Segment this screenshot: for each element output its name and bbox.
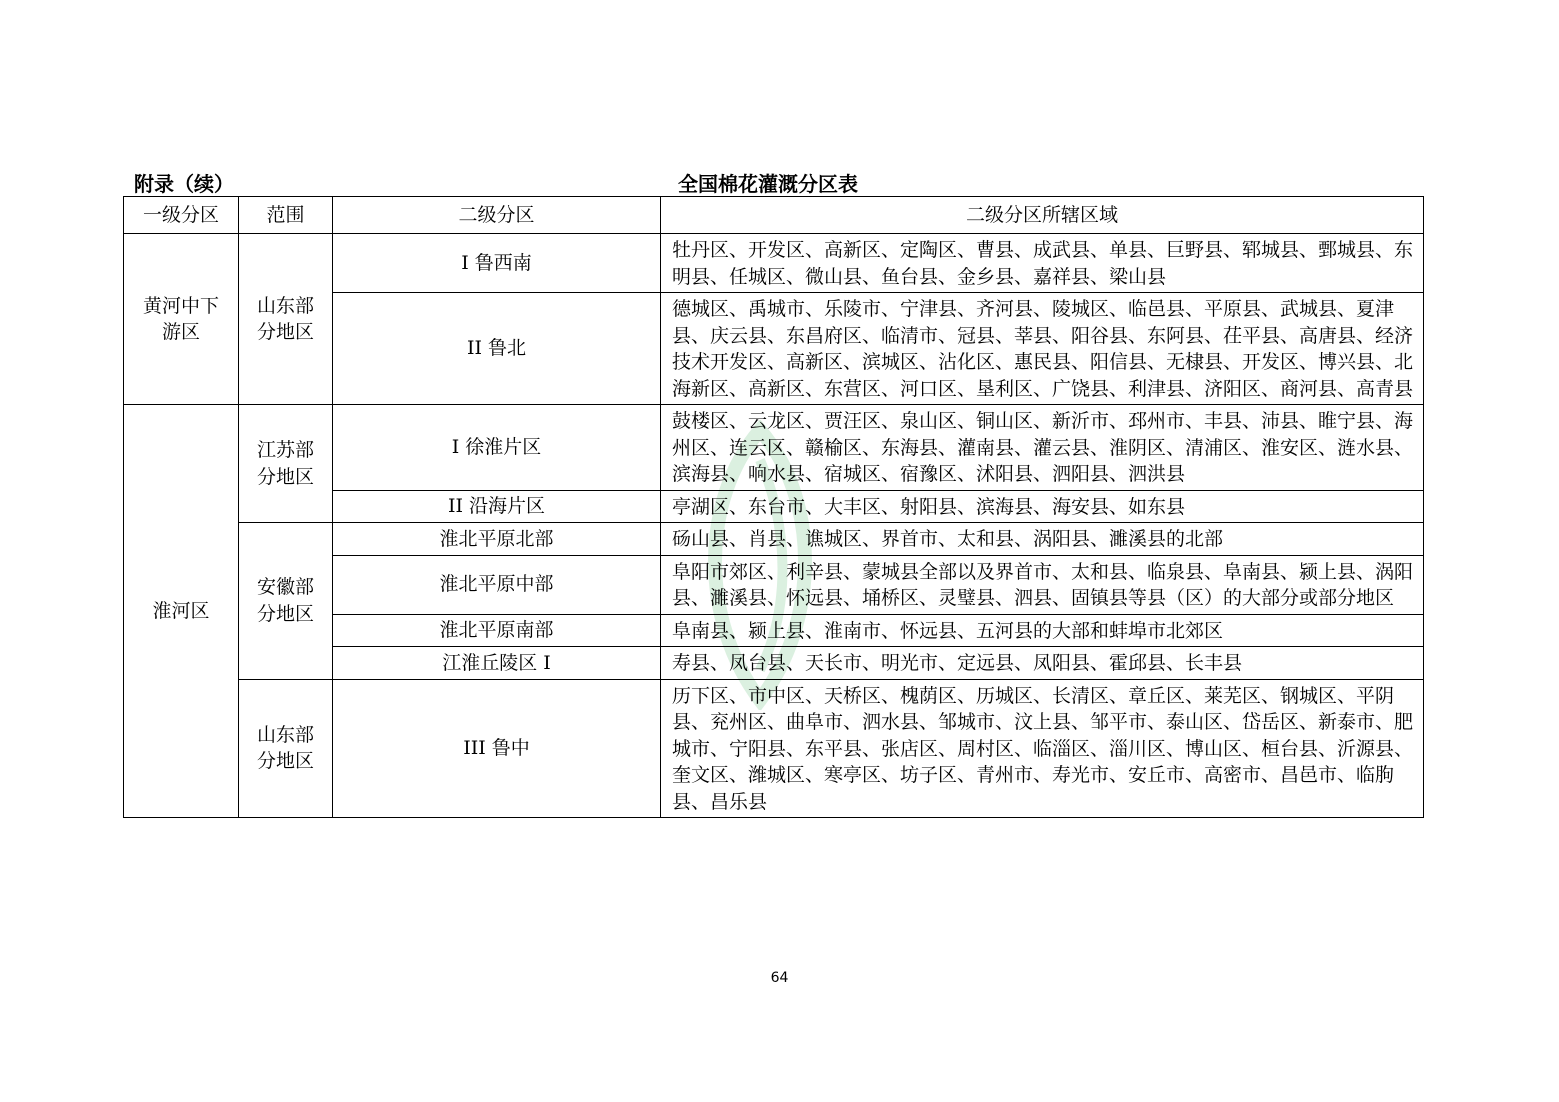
area-cell: 阜阳市郊区、利辛县、蒙城县全部以及界首市、太和县、临泉县、阜南县、颍上县、涡阳县、濉溪县、怀远县、埇桥区、灵璧县、泗县、固镇县等县（区）的大部分或部分地区 [661,555,1424,614]
level1-zone-cell: 黄河中下游区 [124,234,239,405]
table-row [124,405,1424,491]
area-cell: 鼓楼区、云龙区、贾汪区、泉山区、铜山区、新沂市、邳州市、丰县、沛县、睢宁县、海州区、连云区、赣榆区、东海县、灌南县、灌云县、淮阴区、清浦区、淮安区、涟水县、滨海县、响水县、宿城区、宿豫区、沭阳县、泗阳县、泗洪县 [661,405,1424,491]
level1-zone-cell: 淮河区 [124,405,239,818]
column-header: 范围 [239,197,333,234]
table-row [124,523,1424,556]
level2-zone-cell: 淮北平原中部 [333,555,661,614]
page-number: 64 [770,970,789,986]
irrigation-zoning-table [123,196,1424,818]
scope-cell: 山东部分地区 [239,679,333,818]
table-row [124,234,1424,293]
scope-cell: 山东部分地区 [239,234,333,405]
area-cell: 砀山县、肖县、谯城区、界首市、太和县、涡阳县、濉溪县的北部 [661,523,1424,556]
level2-zone-cell: 江淮丘陵区 I [333,647,661,680]
area-cell: 寿县、凤台县、天长市、明光市、定远县、凤阳县、霍邱县、长丰县 [661,647,1424,680]
table-row [124,679,1424,818]
column-header: 二级分区 [333,197,661,234]
scope-cell: 江苏部分地区 [239,405,333,523]
table-title: 全国棉花灌溉分区表 [678,172,858,196]
level2-zone-cell: 淮北平原南部 [333,614,661,647]
level2-zone-cell: II 鲁北 [333,293,661,405]
column-header: 二级分区所辖区域 [661,197,1424,234]
level2-zone-cell: 淮北平原北部 [333,523,661,556]
appendix-label: 附录（续） [134,172,234,196]
scope-cell: 安徽部分地区 [239,523,333,680]
level2-zone-cell: I 鲁西南 [333,234,661,293]
area-cell: 德城区、禹城市、乐陵市、宁津县、齐河县、陵城区、临邑县、平原县、武城县、夏津县、庆云县、东昌府区、临清市、冠县、莘县、阳谷县、东阿县、茌平县、高唐县、经济技术开发区、高新区、滨城区、沾化区、惠民县、阳信县、无棣县、开发区、博兴县、北海新区、高新区、东营区、河口区、垦利区、广饶县、利津县、济阳区、商河县、高青县 [661,293,1424,405]
level2-zone-cell: II 沿海片区 [333,490,661,523]
area-cell: 阜南县、颍上县、淮南市、怀远县、五河县的大部和蚌埠市北郊区 [661,614,1424,647]
area-cell: 亭湖区、东台市、大丰区、射阳县、滨海县、海安县、如东县 [661,490,1424,523]
area-cell: 牡丹区、开发区、高新区、定陶区、曹县、成武县、单县、巨野县、郓城县、鄄城县、东明县、任城区、微山县、鱼台县、金乡县、嘉祥县、梁山县 [661,234,1424,293]
level2-zone-cell: I 徐淮片区 [333,405,661,491]
level2-zone-cell: III 鲁中 [333,679,661,818]
table-header-row [124,197,1424,234]
area-cell: 历下区、市中区、天桥区、槐荫区、历城区、长清区、章丘区、莱芜区、钢城区、平阴县、兖州区、曲阜市、泗水县、邹城市、汶上县、邹平市、泰山区、岱岳区、新泰市、肥城市、宁阳县、东平县、张店区、周村区、临淄区、淄川区、博山区、桓台县、沂源县、奎文区、潍城区、寒亭区、坊子区、青州市、寿光市、安丘市、高密市、昌邑市、临朐县、昌乐县 [661,679,1424,818]
column-header: 一级分区 [124,197,239,234]
